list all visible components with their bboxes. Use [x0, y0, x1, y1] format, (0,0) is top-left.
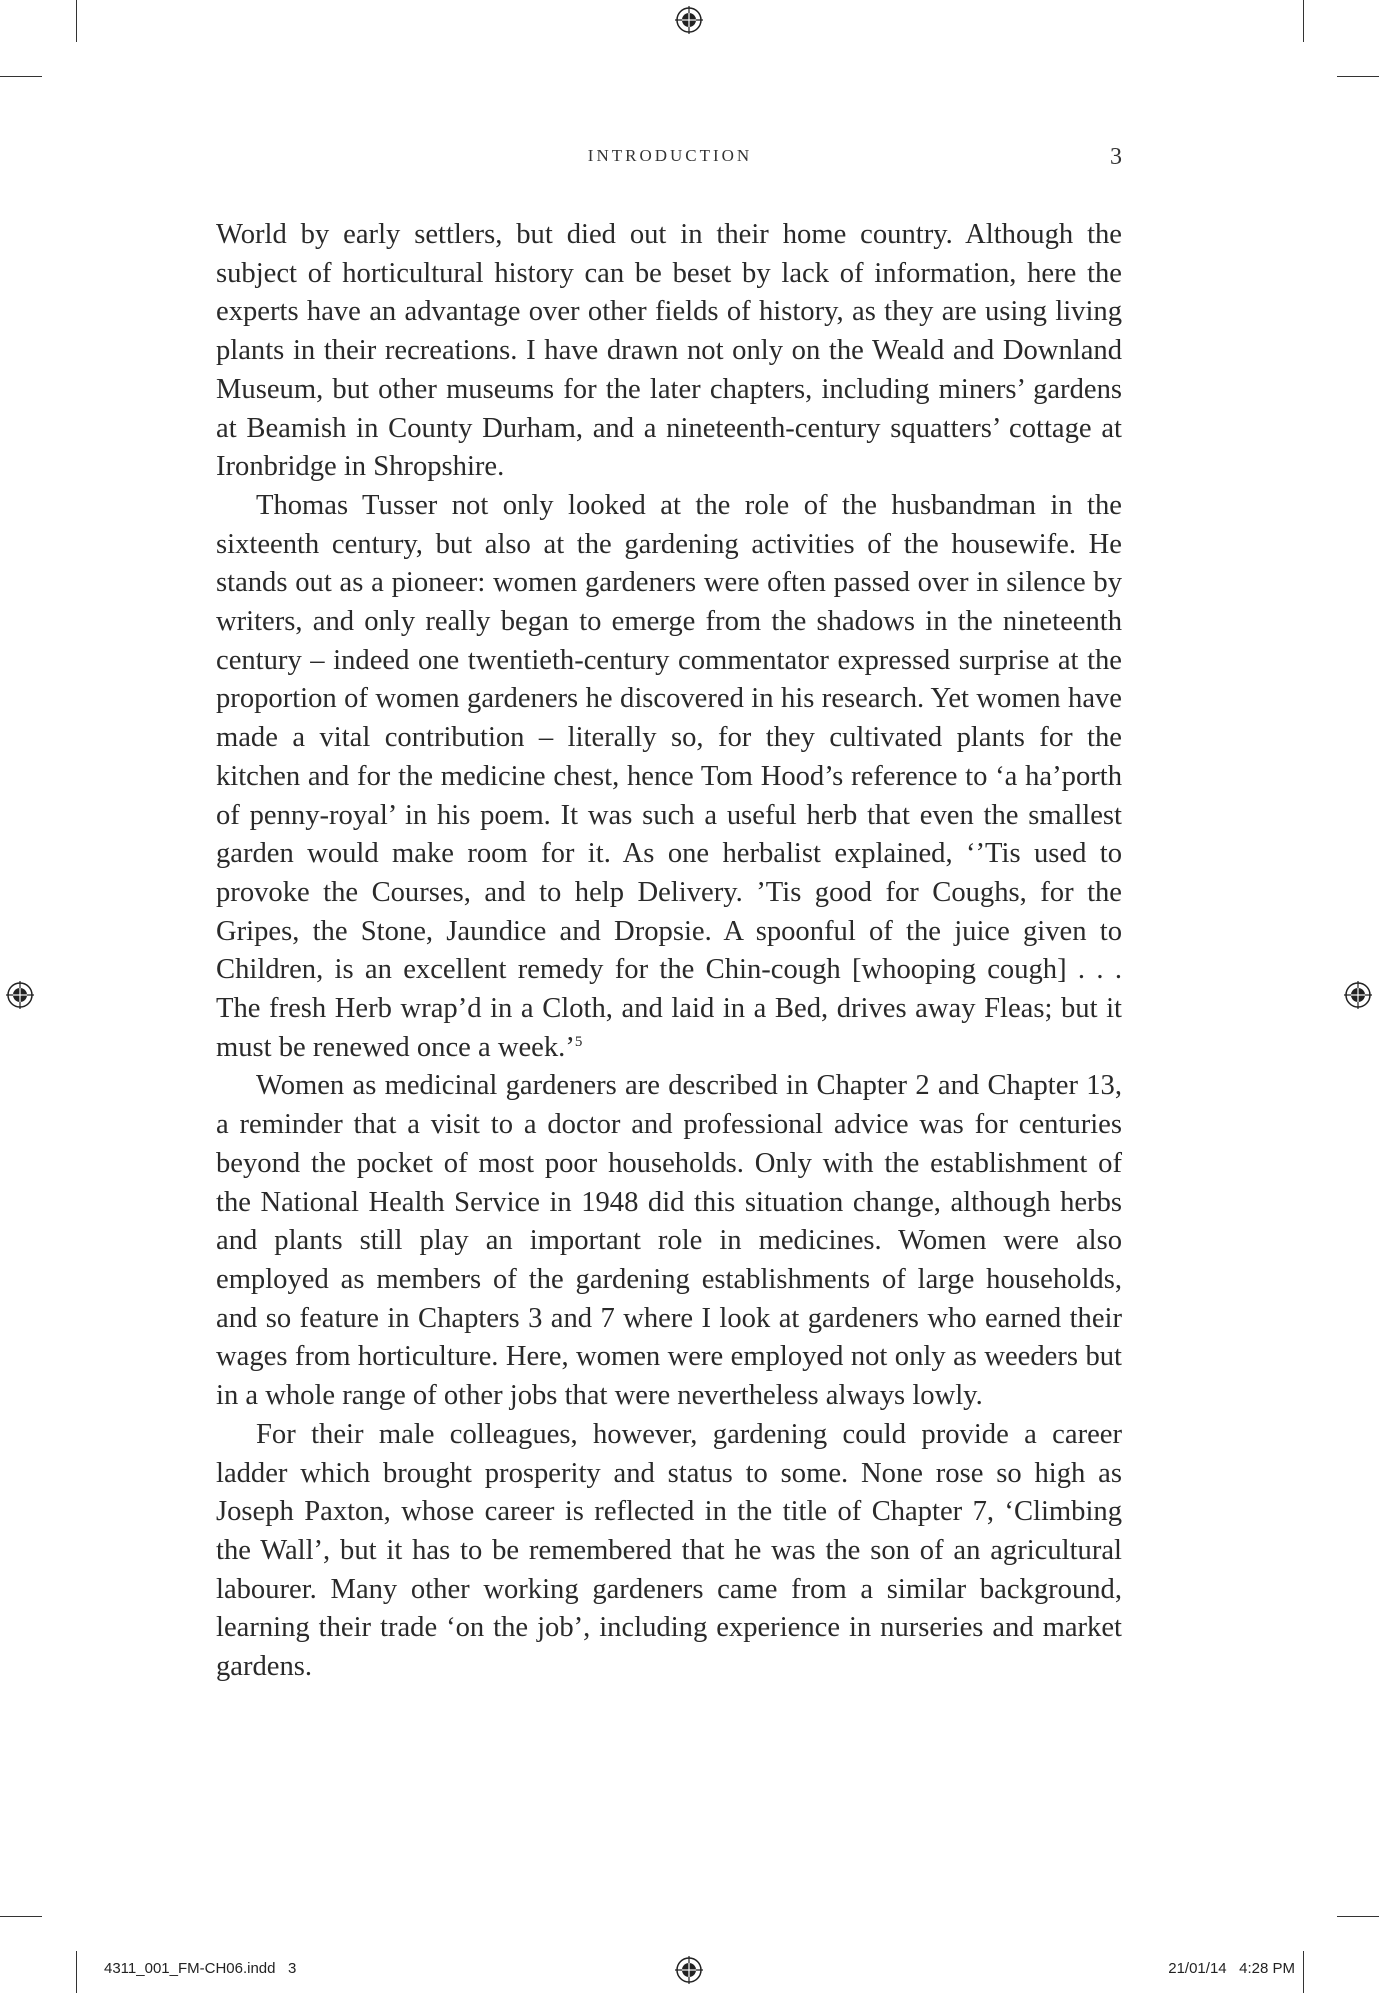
crop-mark — [1337, 76, 1379, 77]
footnote-reference: 5 — [574, 1033, 583, 1050]
slug-timestamp: 21/01/14 4:28 PM — [1168, 1960, 1295, 1977]
crop-mark — [76, 1951, 77, 1993]
registration-mark-icon — [6, 981, 34, 1009]
crop-mark — [0, 76, 42, 77]
body-text — [216, 216, 1122, 1687]
crop-mark — [1303, 0, 1304, 42]
crop-mark — [76, 0, 77, 42]
paragraph — [216, 216, 1122, 487]
paragraph — [216, 1416, 1122, 1687]
crop-mark — [1337, 1916, 1379, 1917]
running-title: INTRODUCTION — [587, 146, 753, 165]
slug-file-name: 4311_001_FM-CH06.indd 3 — [104, 1960, 297, 1977]
paragraph-text: Thomas Tusser not only looked at the role of the husbandman in the sixteenth century, but also at the gardening activities of the housewife. He stands out as a pioneer: women gardeners were often passed over in silence by writers, and only really began to emerge from the shadows in the nineteenth century – indeed one twentieth-century commentator expressed surprise at the proportion of women gardeners he discovered in his research. Yet women have made a vital contribution – literally so, for they cultivated plants for the kitchen and for the medicine chest, hence Tom Hood’s reference to ‘a ha’porth of penny-royal’ in his poem. It was such a useful herb that even the smallest garden would make room for it. As one herbalist explained, ‘’Tis used to provoke the Courses, and to help Delivery. ’Tis good for Coughs, for the Gripes, the Stone, Jaundice and Dropsie. A spoonful of the juice given to Children, is an excellent remedy for the Chin-cough [whooping cough] . . . The fresh Herb wrap’d in a Cloth, and laid in a Bed, drives away Fleas; but it must be renewed once a week.’ — [216, 489, 1122, 1063]
paragraph-text: Women as medicinal gardeners are described in Chapter 2 and Chapter 13, a reminder that a visit to a doctor and professional advice was for centuries beyond the pocket of most poor households. Only with the establishment of the National Health Service in 1948 did this situation change, although herbs and plants still play an important role in medicines. Women were also employed as members of the gardening establishments of large households, and so feature in Chapters 3 and 7 where I look at gardeners who earned their wages from horticulture. Here, women were employed not only as weeders but in a whole range of other jobs that were nevertheless always lowly. — [216, 1070, 1122, 1412]
page-number: 3 — [1110, 144, 1122, 170]
paragraph — [216, 487, 1122, 1068]
registration-mark-icon — [675, 1956, 703, 1984]
running-header — [0, 146, 1379, 170]
paragraph — [216, 1067, 1122, 1415]
paragraph-text: World by early settlers, but died out in their home country. Although the subject of horticultural history can be beset by lack of information, here the experts have an advantage over other fields of history, as they are using living plants in their recreations. I have drawn not only on the Weald and Downland Museum, but other museums for the later chapters, including miners’ gardens at Beamish in County Durham, and a nineteenth-century squatters’ cottage at Ironbridge in Shropshire. — [216, 219, 1122, 483]
crop-mark — [1303, 1951, 1304, 1993]
crop-mark — [0, 1916, 42, 1917]
registration-mark-icon — [1344, 981, 1372, 1009]
paragraph-text: For their male colleagues, however, gardening could provide a career ladder which brought prosperity and status to some. None rose so high as Joseph Paxton, whose career is reflected in the title of Chapter 7, ‘Climbing the Wall’, but it has to be remembered that he was the son of an agricultural labourer. Many other working gardeners came from a similar background, learning their trade ‘on the job’, including experience in nurseries and market gardens. — [216, 1418, 1122, 1683]
registration-mark-icon — [675, 6, 703, 34]
